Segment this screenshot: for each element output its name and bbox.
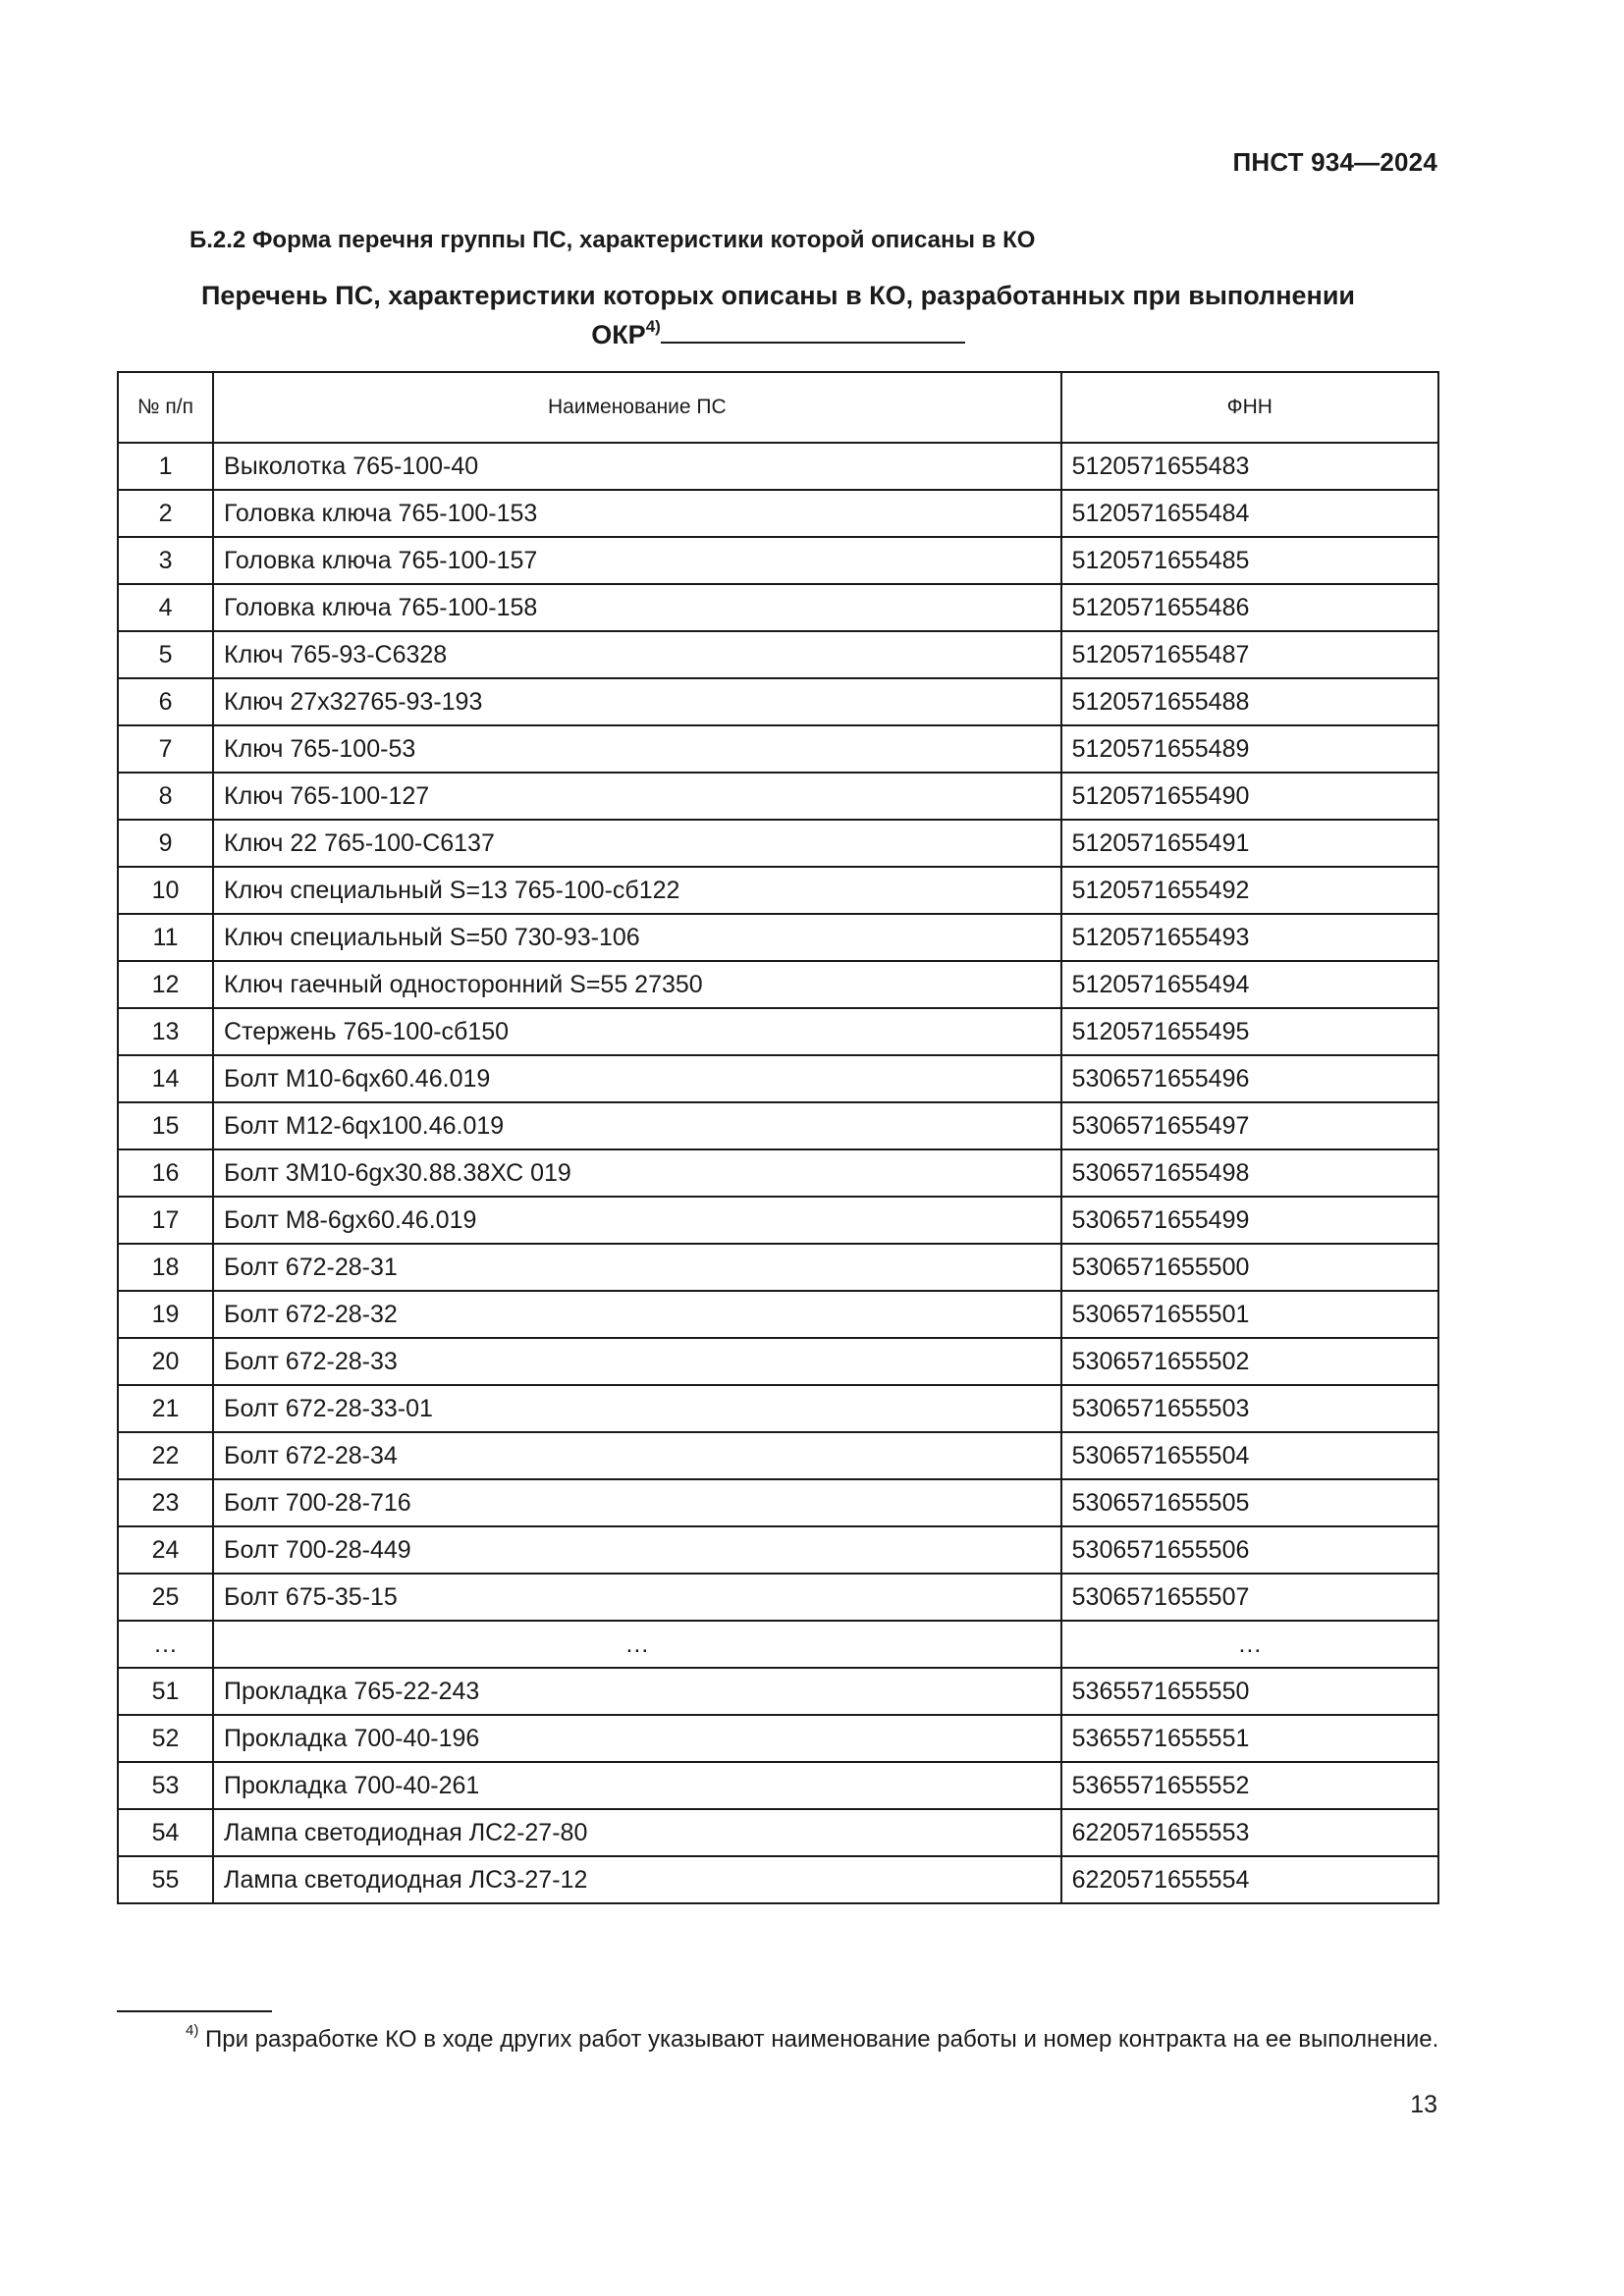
product-name: Болт М10-6qх60.46.019 bbox=[213, 1055, 1061, 1102]
table-row bbox=[118, 1856, 1438, 1903]
column-header-name: Наименование ПС bbox=[213, 372, 1061, 443]
blank-underline bbox=[661, 320, 965, 344]
product-name: Выколотка 765-100-40 bbox=[213, 443, 1061, 490]
table-row bbox=[118, 773, 1438, 820]
product-name: Ключ 22 765-100-С6137 bbox=[213, 820, 1061, 867]
fnn-code: 5120571655485 bbox=[1061, 537, 1438, 584]
product-name: Ключ 765-100-127 bbox=[213, 773, 1061, 820]
product-name: Прокладка 765-22-243 bbox=[213, 1668, 1061, 1715]
fnn-code: 5120571655494 bbox=[1061, 961, 1438, 1008]
fnn-code: 5306571655501 bbox=[1061, 1291, 1438, 1338]
row-number: 54 bbox=[118, 1809, 213, 1856]
list-title-line1: Перечень ПС, характеристики которых описаны в КО, разработанных при выполнении bbox=[200, 281, 1356, 310]
row-number: 14 bbox=[118, 1055, 213, 1102]
table-row bbox=[118, 1244, 1438, 1291]
product-name: Ключ 27х32765-93-193 bbox=[213, 678, 1061, 725]
table-row bbox=[118, 1621, 1438, 1668]
fnn-code: 5306571655500 bbox=[1061, 1244, 1438, 1291]
product-name: Болт 672-28-33 bbox=[213, 1338, 1061, 1385]
fnn-code: 5306571655505 bbox=[1061, 1479, 1438, 1526]
row-number: 12 bbox=[118, 961, 213, 1008]
row-number: 19 bbox=[118, 1291, 213, 1338]
row-number: 20 bbox=[118, 1338, 213, 1385]
list-title bbox=[118, 279, 1438, 351]
fnn-code: 5120571655491 bbox=[1061, 820, 1438, 867]
fnn-code: 5120571655484 bbox=[1061, 490, 1438, 537]
row-number: 18 bbox=[118, 1244, 213, 1291]
row-number: 8 bbox=[118, 773, 213, 820]
product-name: Болт 672-28-33-01 bbox=[213, 1385, 1061, 1432]
table-row bbox=[118, 1385, 1438, 1432]
fnn-code: … bbox=[1061, 1621, 1438, 1668]
product-name: Болт М12-6qх100.46.019 bbox=[213, 1102, 1061, 1149]
page-number: 13 bbox=[1410, 2091, 1437, 2118]
row-number: 4 bbox=[118, 584, 213, 631]
fnn-code: 5120571655492 bbox=[1061, 867, 1438, 914]
row-number: 5 bbox=[118, 631, 213, 678]
product-name: Болт 672-28-32 bbox=[213, 1291, 1061, 1338]
footnote-mark: 4) bbox=[186, 2022, 199, 2039]
column-header-num: № п/п bbox=[118, 372, 213, 443]
row-number: 1 bbox=[118, 443, 213, 490]
product-name: Болт 672-28-31 bbox=[213, 1244, 1061, 1291]
fnn-code: 5306571655506 bbox=[1061, 1526, 1438, 1574]
document-code: ПНСТ 934—2024 bbox=[1232, 147, 1437, 177]
product-name: Ключ 765-100-53 bbox=[213, 725, 1061, 773]
product-name: Болт 672-28-34 bbox=[213, 1432, 1061, 1479]
row-number: 23 bbox=[118, 1479, 213, 1526]
table-row bbox=[118, 584, 1438, 631]
product-name: Ключ специальный S=13 765-100-сб122 bbox=[213, 867, 1061, 914]
table-row bbox=[118, 1197, 1438, 1244]
product-name: Головка ключа 765-100-157 bbox=[213, 537, 1061, 584]
list-title-okr: ОКР bbox=[591, 320, 646, 349]
fnn-code: 5306571655496 bbox=[1061, 1055, 1438, 1102]
table-row bbox=[118, 1149, 1438, 1197]
list-title-footnote-mark: 4) bbox=[645, 317, 661, 336]
fnn-code: 5120571655495 bbox=[1061, 1008, 1438, 1055]
product-name: Лампа светодиодная ЛС3-27-12 bbox=[213, 1856, 1061, 1903]
list-title-line2 bbox=[118, 312, 1438, 351]
table-row bbox=[118, 1479, 1438, 1526]
row-number: 24 bbox=[118, 1526, 213, 1574]
table-row bbox=[118, 1762, 1438, 1809]
fnn-code: 6220571655554 bbox=[1061, 1856, 1438, 1903]
product-name: Болт 3М10-6gх30.88.38ХС 019 bbox=[213, 1149, 1061, 1197]
fnn-code: 5306571655498 bbox=[1061, 1149, 1438, 1197]
table-row bbox=[118, 1291, 1438, 1338]
product-name: Болт 700-28-716 bbox=[213, 1479, 1061, 1526]
row-number: 53 bbox=[118, 1762, 213, 1809]
table-row bbox=[118, 1715, 1438, 1762]
table-row bbox=[118, 443, 1438, 490]
table-body bbox=[118, 443, 1438, 1903]
footnote bbox=[117, 2018, 1439, 2055]
fnn-code: 5365571655552 bbox=[1061, 1762, 1438, 1809]
product-name: Стержень 765-100-сб150 bbox=[213, 1008, 1061, 1055]
table-row bbox=[118, 1526, 1438, 1574]
fnn-code: 5120571655490 bbox=[1061, 773, 1438, 820]
table-row bbox=[118, 961, 1438, 1008]
product-name: … bbox=[213, 1621, 1061, 1668]
table-row bbox=[118, 537, 1438, 584]
table-row bbox=[118, 867, 1438, 914]
row-number: 22 bbox=[118, 1432, 213, 1479]
product-name: Ключ гаечный односторонний S=55 27350 bbox=[213, 961, 1061, 1008]
fnn-code: 6220571655553 bbox=[1061, 1809, 1438, 1856]
table-row bbox=[118, 678, 1438, 725]
fnn-code: 5120571655487 bbox=[1061, 631, 1438, 678]
fnn-code: 5306571655504 bbox=[1061, 1432, 1438, 1479]
fnn-code: 5120571655483 bbox=[1061, 443, 1438, 490]
fnn-code: 5306571655497 bbox=[1061, 1102, 1438, 1149]
row-number: 9 bbox=[118, 820, 213, 867]
product-name: Ключ 765-93-С6328 bbox=[213, 631, 1061, 678]
table-row bbox=[118, 1809, 1438, 1856]
row-number: 16 bbox=[118, 1149, 213, 1197]
row-number: 25 bbox=[118, 1574, 213, 1621]
product-name: Болт 675-35-15 bbox=[213, 1574, 1061, 1621]
row-number: 7 bbox=[118, 725, 213, 773]
row-number: 15 bbox=[118, 1102, 213, 1149]
column-header-fnn: ФНН bbox=[1061, 372, 1438, 443]
row-number: 13 bbox=[118, 1008, 213, 1055]
footnote-text: При разработке КО в ходе других работ указывают наименование работы и номер контракта на ее выполнение. bbox=[198, 2026, 1439, 2053]
fnn-code: 5120571655488 bbox=[1061, 678, 1438, 725]
fnn-code: 5306571655503 bbox=[1061, 1385, 1438, 1432]
row-number: 2 bbox=[118, 490, 213, 537]
row-number: 10 bbox=[118, 867, 213, 914]
table-row bbox=[118, 914, 1438, 961]
table-row bbox=[118, 1574, 1438, 1621]
fnn-code: 5365571655550 bbox=[1061, 1668, 1438, 1715]
row-number: 55 bbox=[118, 1856, 213, 1903]
product-name: Головка ключа 765-100-153 bbox=[213, 490, 1061, 537]
footnote-rule bbox=[117, 2010, 272, 2012]
fnn-code: 5306571655502 bbox=[1061, 1338, 1438, 1385]
fnn-code: 5120571655493 bbox=[1061, 914, 1438, 961]
fnn-code: 5120571655489 bbox=[1061, 725, 1438, 773]
product-name: Болт 700-28-449 bbox=[213, 1526, 1061, 1574]
product-name: Прокладка 700-40-196 bbox=[213, 1715, 1061, 1762]
table-header-row bbox=[118, 372, 1438, 443]
product-name: Болт М8-6gх60.46.019 bbox=[213, 1197, 1061, 1244]
table-row bbox=[118, 1055, 1438, 1102]
product-list-table bbox=[117, 371, 1439, 1904]
table-row bbox=[118, 1008, 1438, 1055]
row-number: 17 bbox=[118, 1197, 213, 1244]
fnn-code: 5306571655499 bbox=[1061, 1197, 1438, 1244]
row-number: 11 bbox=[118, 914, 213, 961]
table-row bbox=[118, 1338, 1438, 1385]
row-number: 21 bbox=[118, 1385, 213, 1432]
row-number: 6 bbox=[118, 678, 213, 725]
table-row bbox=[118, 1668, 1438, 1715]
product-name: Лампа светодиодная ЛС2-27-80 bbox=[213, 1809, 1061, 1856]
product-name: Головка ключа 765-100-158 bbox=[213, 584, 1061, 631]
table-row bbox=[118, 820, 1438, 867]
product-name: Ключ специальный S=50 730-93-106 bbox=[213, 914, 1061, 961]
section-heading: Б.2.2 Форма перечня группы ПС, характеристики которой описаны в КО bbox=[189, 227, 1036, 253]
row-number: 3 bbox=[118, 537, 213, 584]
table-row bbox=[118, 1432, 1438, 1479]
table-row bbox=[118, 725, 1438, 773]
row-number: 52 bbox=[118, 1715, 213, 1762]
fnn-code: 5365571655551 bbox=[1061, 1715, 1438, 1762]
row-number: 51 bbox=[118, 1668, 213, 1715]
table-row bbox=[118, 631, 1438, 678]
row-number: … bbox=[118, 1621, 213, 1668]
table-row bbox=[118, 490, 1438, 537]
fnn-code: 5306571655507 bbox=[1061, 1574, 1438, 1621]
product-name: Прокладка 700-40-261 bbox=[213, 1762, 1061, 1809]
table-row bbox=[118, 1102, 1438, 1149]
fnn-code: 5120571655486 bbox=[1061, 584, 1438, 631]
